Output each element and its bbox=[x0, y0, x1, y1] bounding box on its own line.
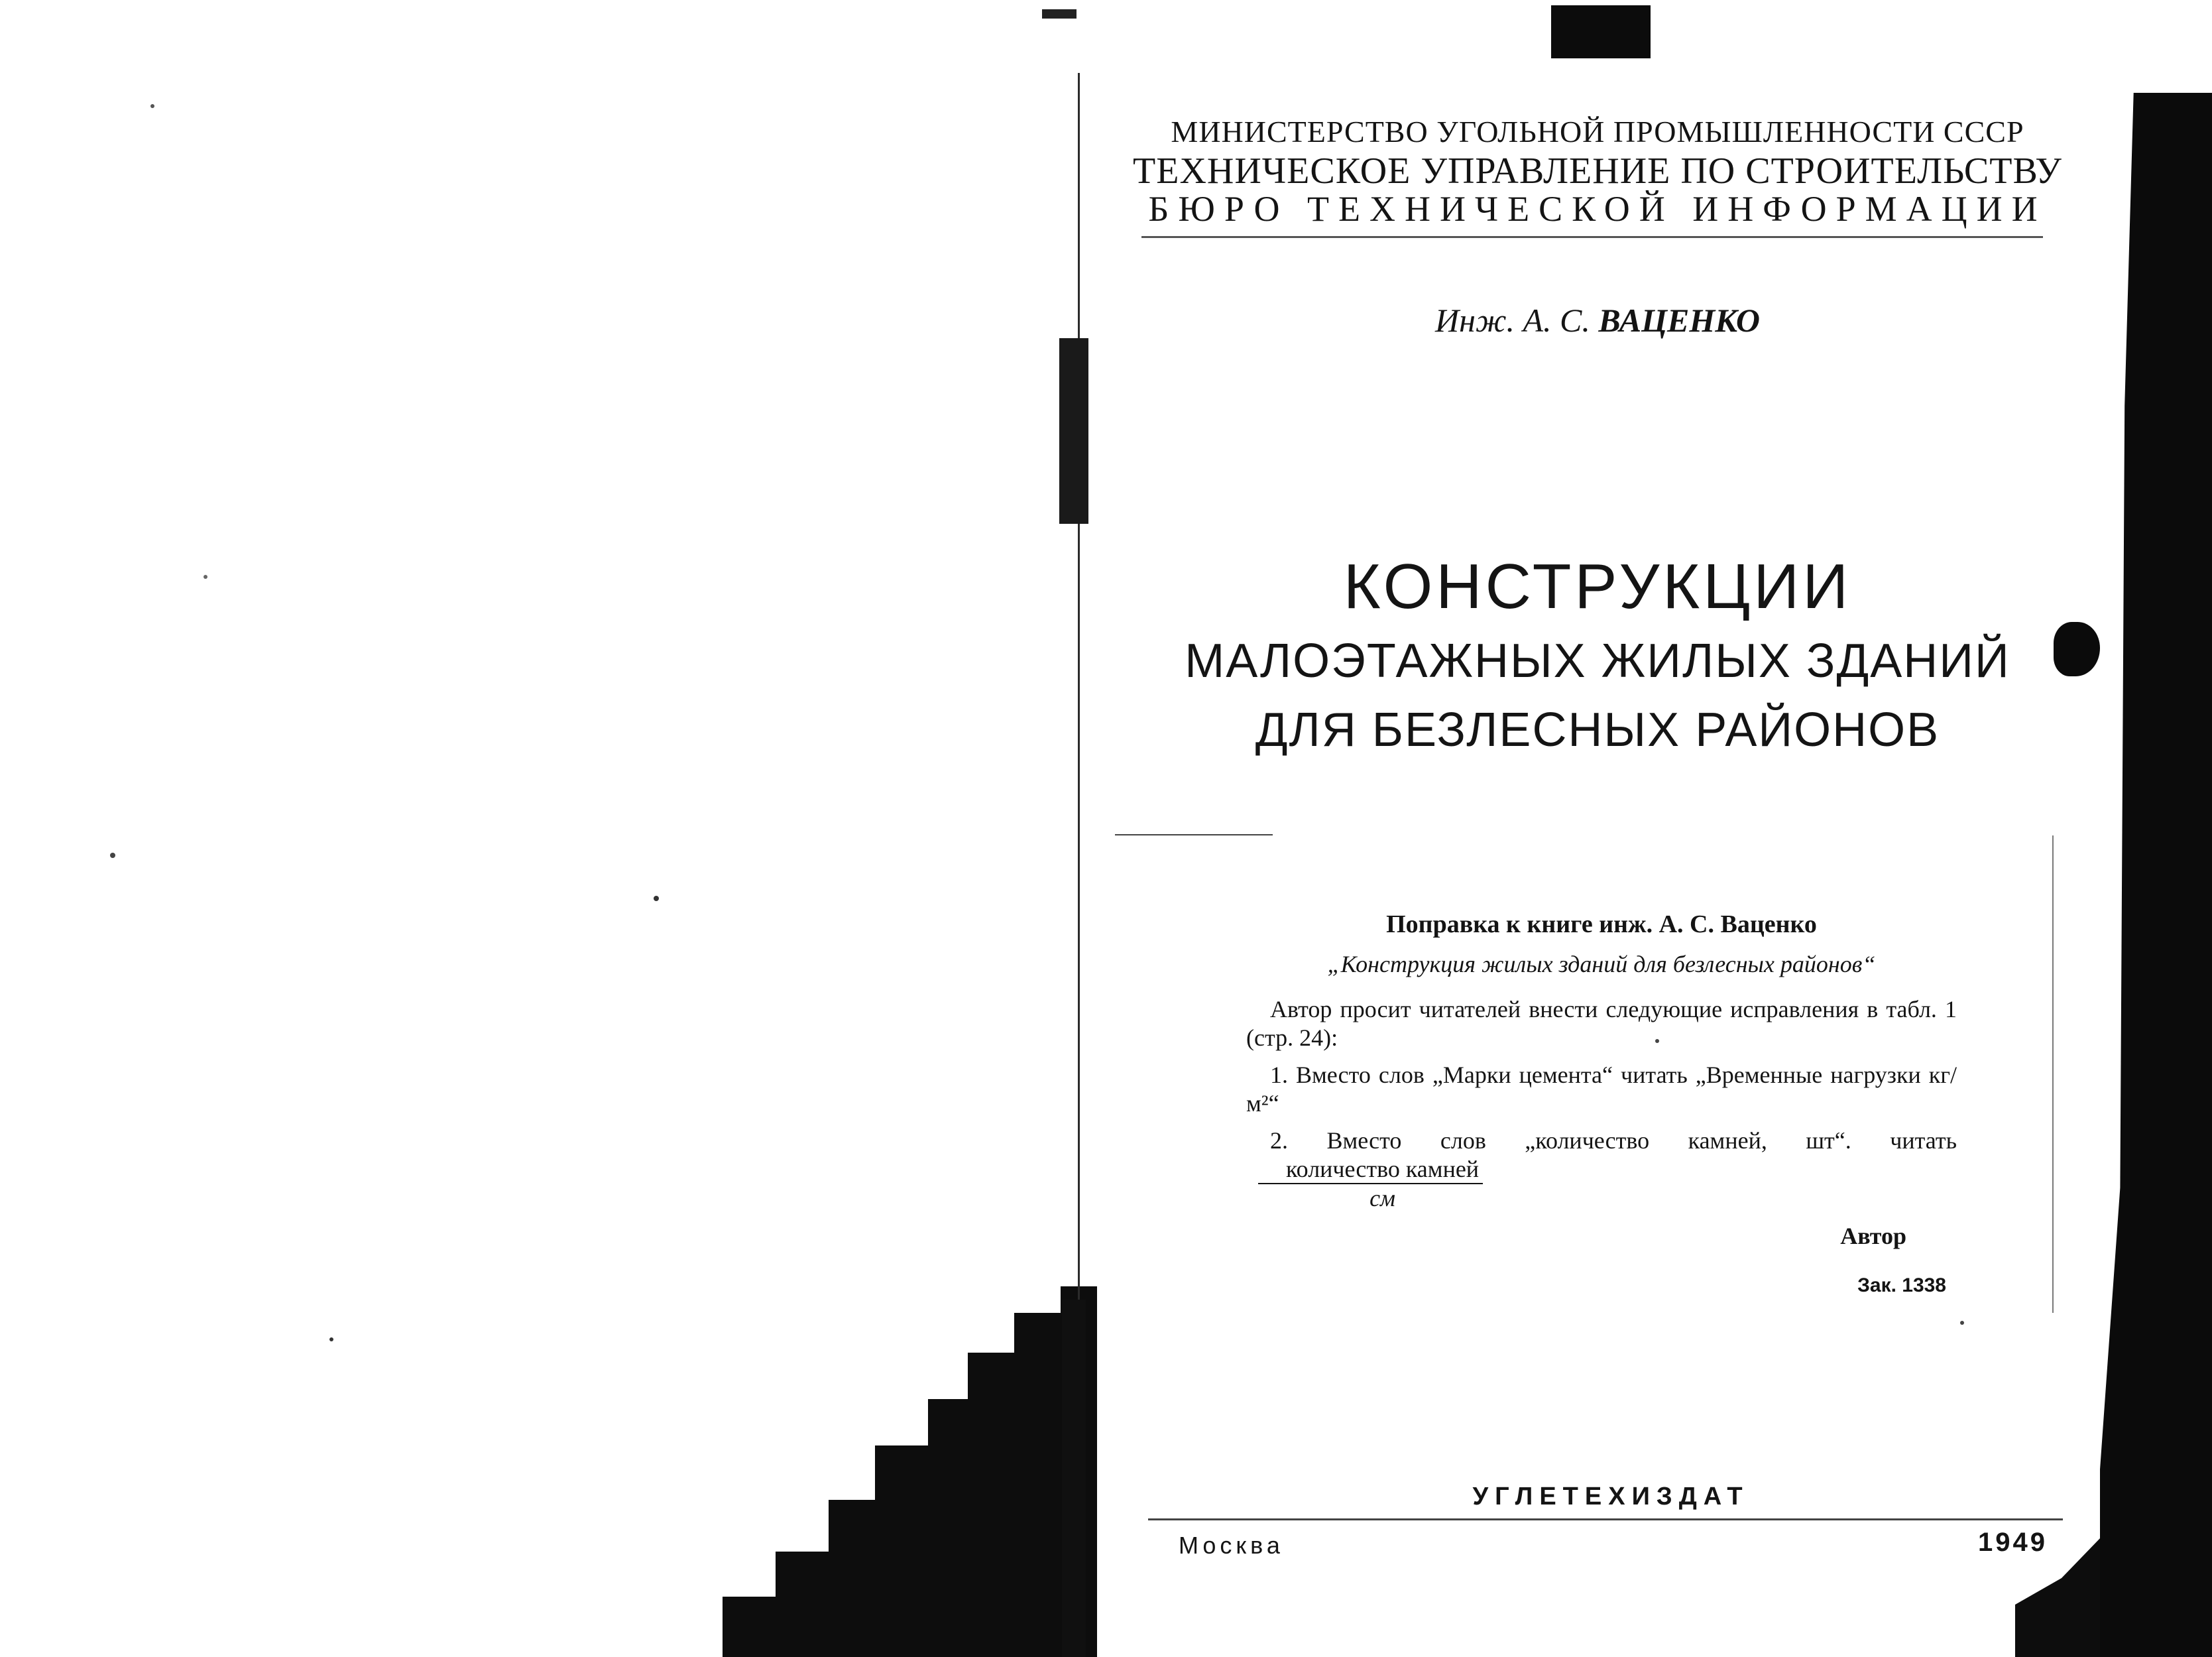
department-heading: ТЕХНИЧЕСКОЕ УПРАВЛЕНИЕ ПО СТРОИТЕЛЬСТВУ bbox=[1133, 151, 2062, 192]
correction-fraction bbox=[1258, 1155, 1483, 1213]
speck bbox=[654, 896, 659, 901]
correction-item-1: 1. Вместо слов „Марки цемента“ читать „Временные нагрузки кг/м²“ bbox=[1246, 1062, 1957, 1117]
gutter-shadow bbox=[1062, 1300, 1086, 1657]
publication-year: 1949 bbox=[1978, 1528, 2048, 1557]
fraction-denominator: см bbox=[1369, 1185, 1396, 1212]
author-line bbox=[1127, 301, 2068, 339]
author-surname: ВАЦЕНКО bbox=[1598, 302, 1760, 339]
correction-signature: Автор bbox=[1840, 1222, 1906, 1249]
staircase-shadow bbox=[723, 1286, 1097, 1657]
speck bbox=[329, 1337, 333, 1341]
speck bbox=[110, 853, 115, 858]
ministry-heading: МИНИСТЕРСТВО УГОЛЬНОЙ ПРОМЫШЛЕННОСТИ СССР bbox=[1171, 115, 2024, 149]
order-number: Зак. 1338 bbox=[1857, 1274, 1946, 1297]
correction-intro: Автор просит читателей внести следующие исправления в табл. 1 (стр. 24): bbox=[1246, 996, 1957, 1051]
correction-heading: Поправка к книге инж. А. С. Ваценко bbox=[1386, 910, 1817, 938]
top-notch bbox=[1042, 9, 1077, 19]
bureau-heading: БЮРО ТЕХНИЧЕСКОЙ ИНФОРМАЦИИ bbox=[1148, 189, 2047, 229]
book-subtitle-line-2: ДЛЯ БЕЗЛЕСНЫХ РАЙОНОВ bbox=[1255, 704, 1940, 757]
author-prefix: Инж. А. С. bbox=[1435, 302, 1590, 339]
speck bbox=[204, 575, 207, 579]
imprint-rule bbox=[1148, 1518, 2063, 1520]
correction-book-title: „Конструкция жилых зданий для безлесных районов“ bbox=[1327, 950, 1876, 977]
correction-item-2 bbox=[1246, 1127, 1957, 1212]
margin-line bbox=[2052, 835, 2054, 1313]
book-subtitle-line-1: МАЛОЭТАЖНЫХ ЖИЛЫХ ЗДАНИЙ bbox=[1185, 635, 2010, 688]
fraction-numerator: количество камней bbox=[1258, 1155, 1483, 1184]
decorative-rule bbox=[1115, 834, 1273, 835]
book-title: КОНСТРУКЦИИ bbox=[1343, 551, 1852, 622]
publication-city: Москва bbox=[1179, 1532, 1284, 1559]
correction-item-2-text: 2. Вместо слов „количество камней, шт“. читать bbox=[1270, 1127, 1957, 1154]
speck bbox=[150, 104, 154, 108]
correction-slip bbox=[1246, 910, 1957, 1297]
top-dark-mark bbox=[1551, 5, 1651, 58]
speck bbox=[1960, 1321, 1964, 1325]
publisher-name: УГЛЕТЕХИЗДАТ bbox=[1472, 1483, 1749, 1510]
page-gutter-band bbox=[1059, 338, 1088, 524]
header-rule bbox=[1141, 236, 2043, 238]
